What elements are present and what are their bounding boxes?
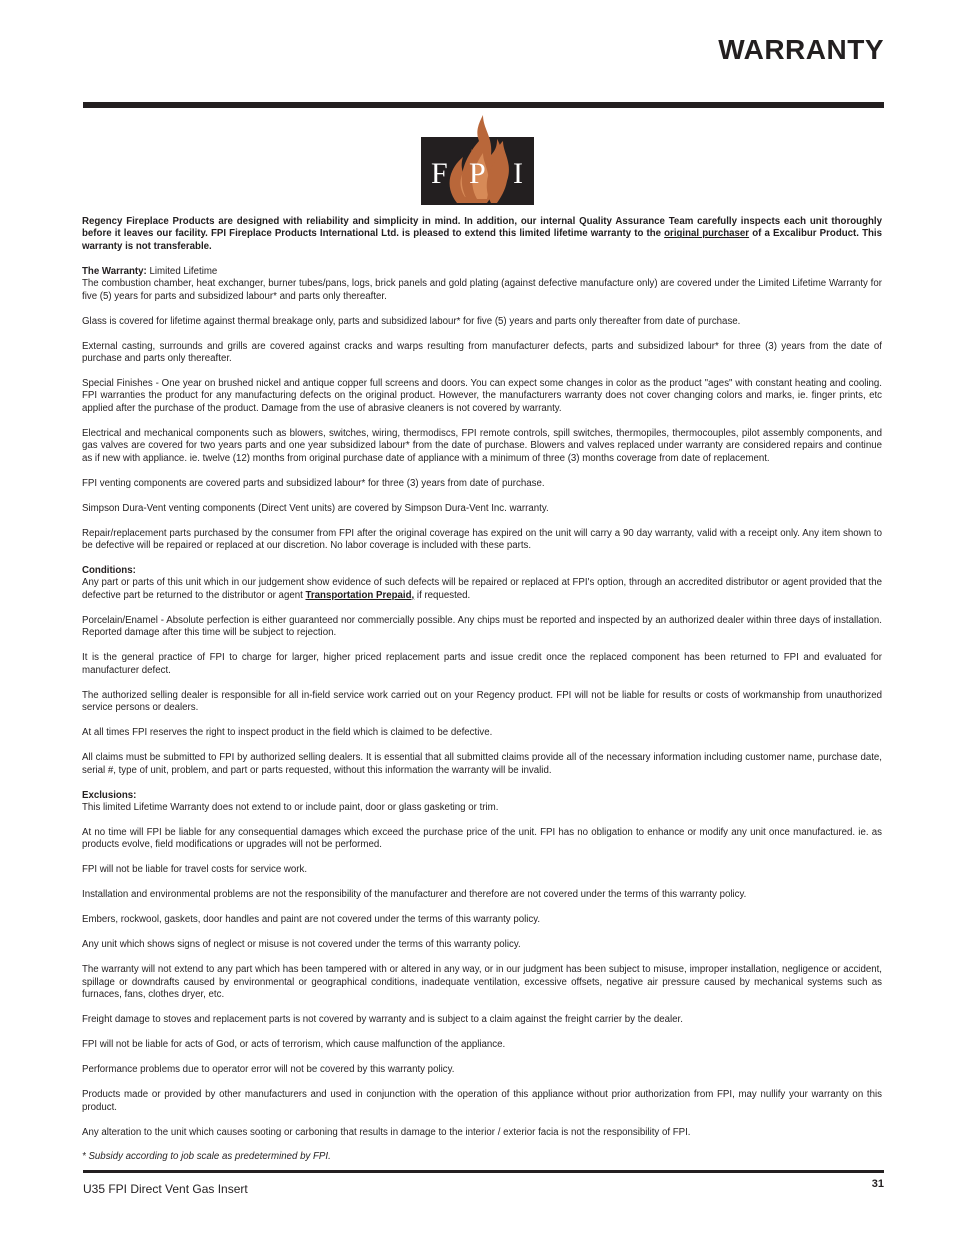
page-number: 31	[871, 1178, 884, 1190]
subsidy-footnote: * Subsidy according to job scale as predetermined by FPI.	[82, 1150, 331, 1162]
exclusions-paragraph: At no time will FPI be liable for any consequential damages which exceed the purchase price of the unit. FPI has no obligation to enhance or modify any unit once manufactured. ie. as products evolve, field modifications or upgrades will not be performed.	[82, 826, 882, 851]
fpi-logo	[421, 115, 534, 205]
exclusions-paragraph: FPI will not be liable for travel costs for service work.	[82, 864, 308, 876]
original-purchaser-emphasis: original purchaser	[664, 228, 750, 240]
warranty-paragraph: Electrical and mechanical components such as blowers, switches, wiring, thermodiscs, FPI remote controls, spill switches, thermopiles, thermocouples, pilot assembly components, and gas valves are covered for two years parts and one year subsidized labour* from the date of purchase. Blowers and valves replaced under warranty are considered repairs and continue as if new with appliance. ie. twelve (12) months from original purchase date of appliance with a minimum of three (3) months coverage from date of replacement.	[82, 427, 882, 464]
conditions-paragraph: At all times FPI reserves the right to inspect product in the field which is claimed to be defective.	[82, 727, 493, 739]
exclusions-heading: Exclusions:	[82, 789, 137, 801]
exclusions-paragraph: Freight damage to stoves and replacement parts is not covered by warranty and is subject to a claim against the freight carrier by the dealer.	[82, 1014, 683, 1026]
exclusions-paragraph: Any alteration to the unit which causes sooting or carboning that results in damage to the interior / exterior facia is not the responsibility of FPI.	[82, 1126, 691, 1138]
exclusions-paragraph: The warranty will not extend to any part which has been tampered with or altered in any way, or in our judgment has been subject to misuse, improper installation, negligence or accident, spillage or downdrafts caused by environmental or geographical conditions, inadequate ventilation, excessive offsets, negative air pressure caused by mechanical systems such as furnaces, fans, clothes dryer, etc.	[82, 964, 882, 1001]
logo-letter-p: P	[469, 157, 486, 190]
conditions-paragraph: All claims must be submitted to FPI by authorized selling dealers. It is essential that all submitted claims provide all of the necessary information including customer name, purchase date, serial #, type of unit, problem, and part or parts requested, without this information the warranty will be invalid.	[82, 752, 882, 776]
exclusions-paragraph: FPI will not be liable for acts of God, or acts of terrorism, which cause malfunction of the appliance.	[82, 1039, 506, 1051]
warranty-paragraph: FPI venting components are covered parts and subsidized labour* for three (3) years from date of purchase.	[82, 477, 545, 489]
exclusions-paragraph: Any unit which shows signs of neglect or misuse is not covered under the terms of this warranty policy.	[82, 939, 521, 951]
conditions-paragraph: It is the general practice of FPI to charge for larger, higher priced replacement parts and issue credit once the replaced component has been returned to FPI and evaluated for manufacturer defect.	[82, 652, 882, 676]
document-title-footer: U35 FPI Direct Vent Gas Insert	[83, 1182, 248, 1196]
warranty-paragraph: Glass is covered for lifetime against thermal breakage only, parts and subsidized labour* for five (5) years and parts only thereafter from date of purchase.	[82, 315, 741, 327]
exclusions-paragraph: Installation and environmental problems are not the responsibility of the manufacturer and therefore are not covered under the terms of this warranty policy.	[82, 889, 747, 901]
header-rule	[83, 102, 884, 108]
warranty-paragraph: External casting, surrounds and grills are covered against cracks and warps resulting from manufacturer defects, parts and subsidized labour* for three (3) years from the date of purchase and parts only thereafter.	[82, 340, 882, 365]
logo-letter-i: I	[513, 157, 523, 190]
exclusions-paragraph: Performance problems due to operator error will not be covered by this warranty policy.	[82, 1064, 455, 1076]
warranty-type: Limited Lifetime	[146, 265, 218, 277]
exclusions-paragraph: Embers, rockwool, gaskets, door handles and paint are not covered under the terms of this warranty policy.	[82, 914, 541, 926]
warranty-paragraph: Repair/replacement parts purchased by the consumer from FPI after the original coverage has expired on the unit will carry a 90 day warranty, valid with a receipt only. Any item shown to be defective will be repaired or replaced at our discretion. No labor coverage is included with these parts.	[82, 527, 882, 552]
footer-rule	[83, 1170, 884, 1173]
warranty-heading: The Warranty:	[82, 265, 147, 277]
warranty-paragraph: Simpson Dura-Vent venting components (Direct Vent units) are covered by Simpson Dura-Vent Inc. warranty.	[82, 502, 549, 514]
warranty-body	[82, 216, 882, 1176]
conditions-paragraph: Porcelain/Enamel - Absolute perfection is either guaranteed nor commercially possible. Any chips must be reported and inspected by an authorized dealer within three days of installation. Reported damage after this time will be subject to rejection.	[82, 614, 882, 639]
conditions-paragraph: The authorized selling dealer is responsible for all in-field service work carried out on your Regency product. FPI will not be liable for results or costs of workmanship from unauthorized service persons or dealers.	[82, 689, 882, 714]
conditions-heading: Conditions:	[82, 565, 136, 577]
intro-paragraph: Regency Fireplace Products are designed with reliability and simplicity in mind. In addition, our internal Quality Assurance Team carefully inspects each unit thoroughly before it leaves our facility. FPI Fireplace Products International Ltd. is pleased to extend this limited lifetime warranty to the original purchaser of a Excalibur Product. This warranty is not transferable.	[82, 216, 882, 252]
transportation-prepaid-emphasis: Transportation Prepaid,	[305, 589, 415, 601]
exclusions-paragraph: Products made or provided by other manufacturers and used in conjunction with the operation of this appliance without prior authorization from FPI, may nullify your warranty on this product.	[82, 1089, 882, 1113]
conditions-section: Conditions: Any part or parts of this unit which in our judgement show evidence of such defects will be repaired or replaced at FPI's option, through an accredited distributor or agent provided that the defective part be returned to the distributor or agent Transportation Prepaid, if requested.	[82, 565, 882, 601]
warranty-section: The Warranty: Limited Lifetime The combustion chamber, heat exchanger, burner tubes/pans, logs, brick panels and gold plating (against defective manufacture only) are covered under the Limited Lifetime Warranty for five (5) years for parts and subsidized labour* and parts only thereafter.	[82, 265, 882, 302]
logo-letter-f: F	[431, 157, 448, 190]
warranty-paragraph: Special Finishes - One year on brushed nickel and antique copper full screens and doors. You can expect some changes in color as the product "ages" with constant heating and cooling. FPI warranties the product for any manufacturing defects on the original product. However, the manufacturers warranty does not cover changing colors and marks, ie. finger prints, etc applied after the purchase of the product. Damage from the use of abrasive cleaners is not covered by warranty.	[82, 378, 882, 414]
page-title: WARRANTY	[718, 34, 884, 65]
exclusions-section: Exclusions: This limited Lifetime Warranty does not extend to or include paint, door or glass gasketing or trim.	[82, 789, 499, 813]
